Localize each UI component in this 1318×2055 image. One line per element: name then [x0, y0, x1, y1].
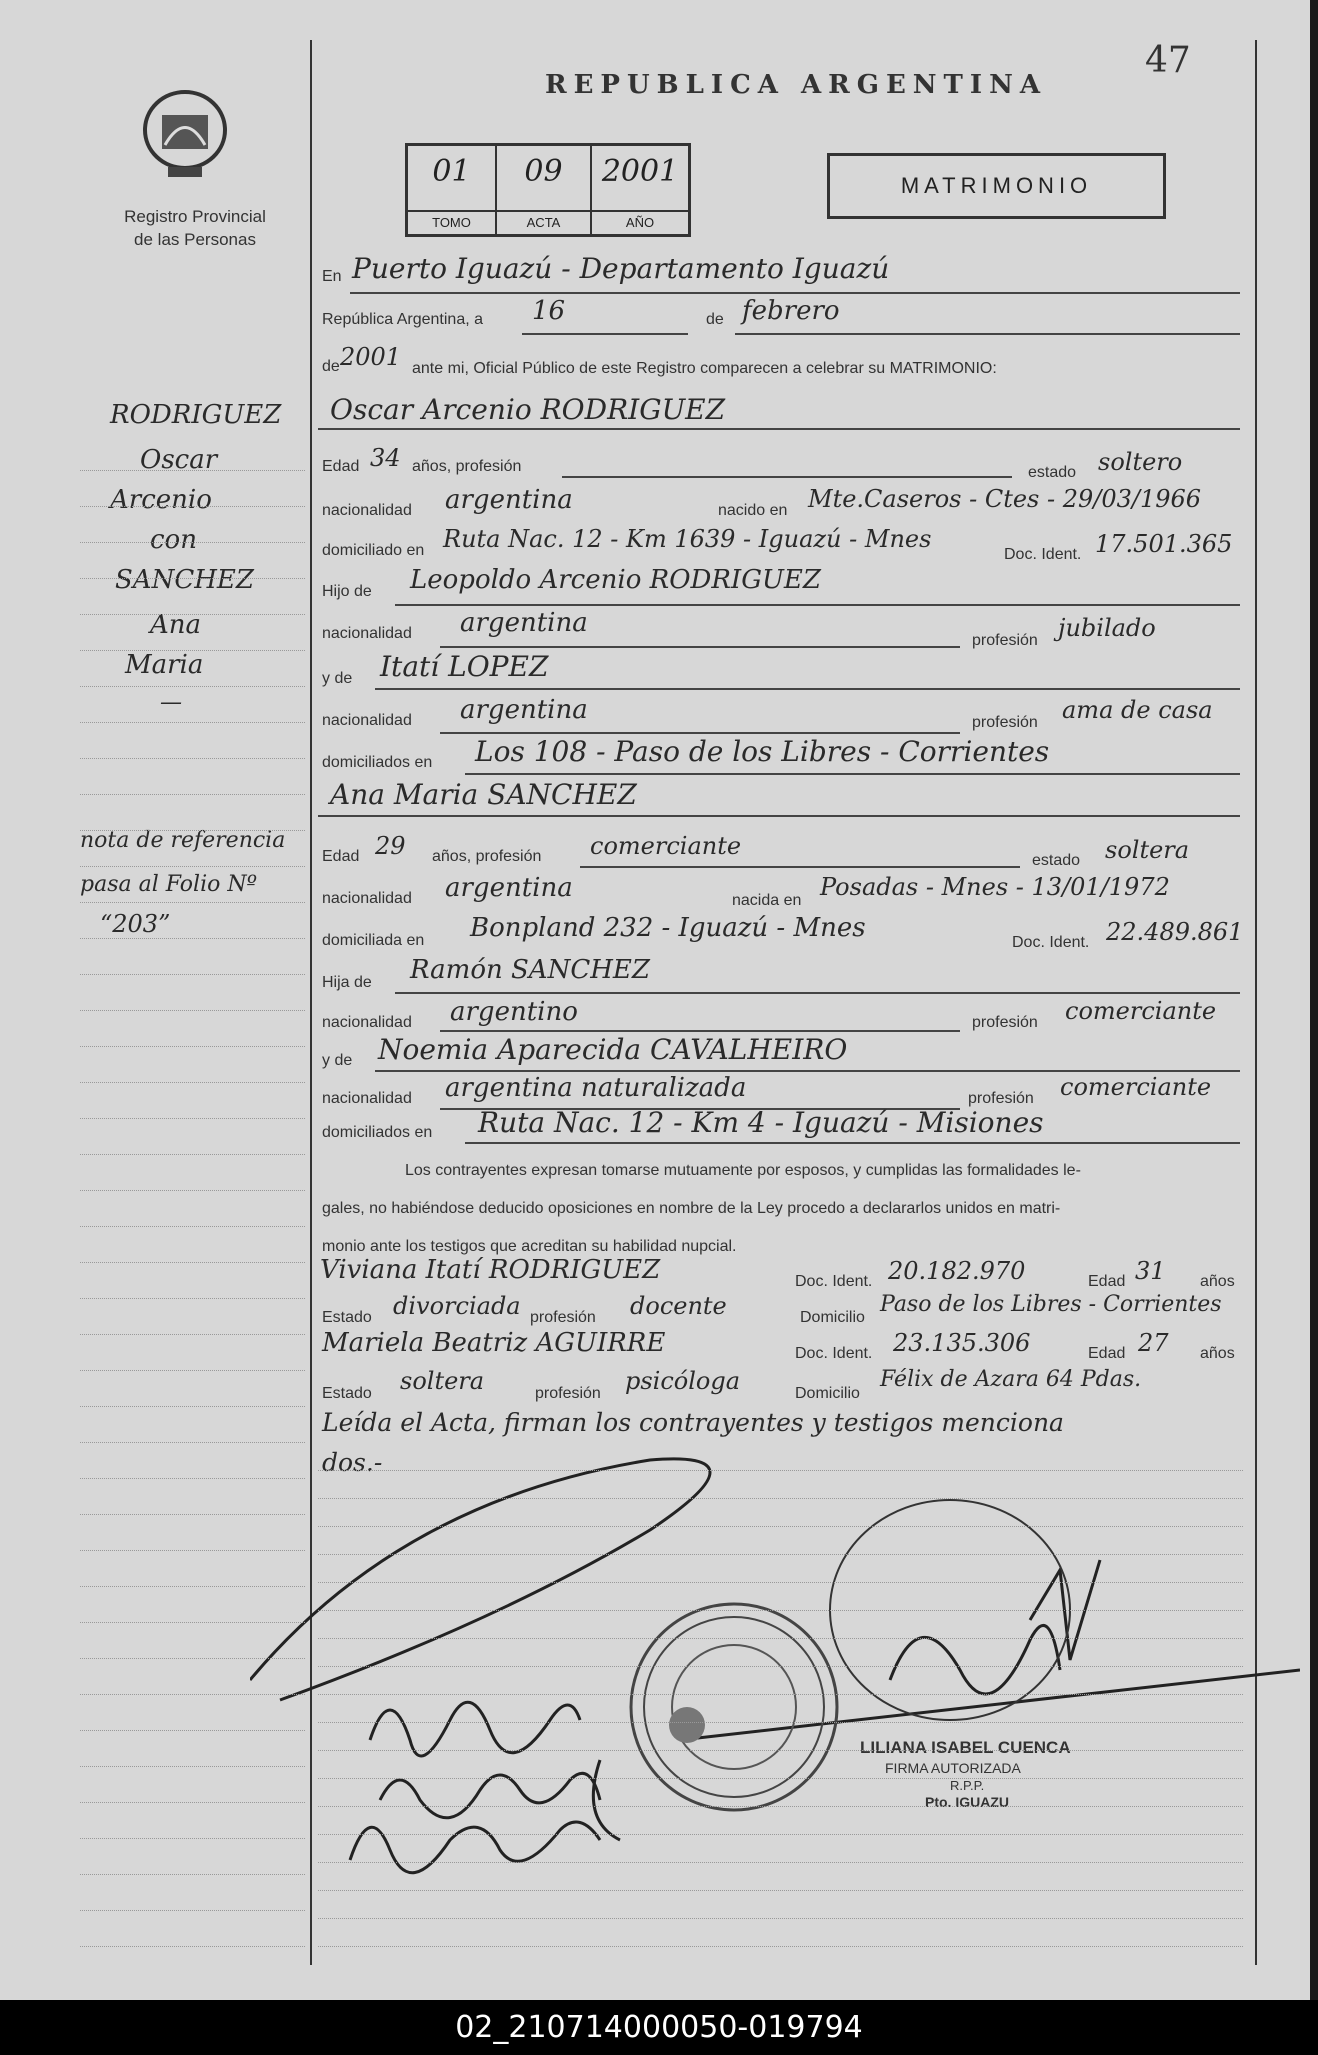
margin-line: [80, 1226, 305, 1227]
margin-line: [80, 722, 305, 723]
stamp-signer-city: Pto. IGUAZU: [925, 1794, 1009, 1810]
label-nacionalidad-3: nacionalidad: [322, 712, 412, 729]
field-c1-nacido: Mte.Caseros - Ctes - 29/03/1966: [808, 485, 1202, 513]
field-cierre-1: Leída el Acta, firman los contrayentes y testigos menciona: [322, 1408, 1064, 1437]
field-c2-edad: 29: [375, 832, 406, 860]
label-nacionalidad-1: nacionalidad: [322, 502, 412, 519]
body-line: [318, 1470, 1243, 1471]
field-c1-madre-nac: argentina: [460, 695, 588, 725]
margin-surname: RODRIGUEZ: [110, 400, 282, 430]
ano-label: AÑO: [592, 210, 688, 234]
margin-name-1: Oscar: [140, 445, 218, 475]
tomo-cell: [408, 146, 497, 234]
field-cierre-2: dos.-: [322, 1448, 383, 1477]
para-line-2: gales, no habiéndose deducido oposiciones en nombre de la Ley procedo a declararlos unidos en matri-: [322, 1200, 1061, 1217]
line-dia: [522, 333, 688, 335]
margin-name-2: Arcenio: [110, 485, 212, 515]
label-profesion-3: profesión: [972, 1014, 1038, 1031]
label-nacida-en: nacida en: [732, 892, 802, 909]
margin-line: [80, 1550, 305, 1551]
line-contrayente-1: [318, 428, 1240, 430]
margin-line: [80, 1118, 305, 1119]
margin-note-3: “203”: [100, 910, 171, 938]
field-c1-nacionalidad: argentina: [445, 485, 573, 515]
acta-cell: [497, 146, 592, 234]
body-line: [318, 1498, 1243, 1499]
round-stamp: [627, 1600, 842, 1815]
field-c2-prof: comerciante: [590, 832, 742, 860]
label-en: En: [322, 268, 342, 285]
label-doc-2: Doc. Ident.: [1012, 934, 1090, 951]
margin-dash: —: [160, 690, 182, 715]
margin-line: [80, 1658, 305, 1659]
province-seal-logo: [140, 85, 230, 185]
field-dia: 16: [532, 296, 566, 326]
label-hija-de: Hija de: [322, 974, 372, 991]
margin-line: [80, 1478, 305, 1479]
field-t1-doc: 20.182.970: [888, 1257, 1026, 1285]
registry-name: [105, 205, 285, 251]
field-c1-edad: 34: [370, 444, 401, 472]
margin-line: [80, 542, 305, 543]
field-contrayente-1: Oscar Arcenio RODRIGUEZ: [330, 393, 726, 426]
body-line: [318, 1806, 1243, 1807]
field-contrayente-2: Ana Maria SANCHEZ: [330, 778, 637, 811]
label-nacionalidad-2: nacionalidad: [322, 625, 412, 642]
field-t2-edad: 27: [1138, 1329, 1169, 1357]
margin-surname-2: SANCHEZ: [115, 565, 254, 595]
field-c1-domicilio: Ruta Nac. 12 - Km 1639 - Iguazú - Mnes: [443, 525, 932, 553]
label-edad-t2: Edad: [1088, 1345, 1126, 1362]
label-anos-t2: años: [1200, 1345, 1235, 1362]
body-line: [318, 1694, 1243, 1695]
stamp-signer-org: R.P.P.: [950, 1778, 985, 1793]
field-c2-madre-prof: comerciante: [1060, 1073, 1212, 1101]
label-de-2: de: [322, 358, 340, 375]
margin-line: [80, 758, 305, 759]
margin-line: [80, 1910, 305, 1911]
tomo-value: 01: [432, 154, 471, 189]
label-anos-t1: años: [1200, 1273, 1235, 1290]
margin-line: [80, 506, 305, 507]
field-c1-estado: soltero: [1098, 448, 1183, 476]
label-profesion-4: profesión: [968, 1090, 1034, 1107]
field-c2-domicilio: Bonpland 232 - Iguazú - Mnes: [470, 913, 866, 943]
margin-line: [80, 1334, 305, 1335]
label-edad-2: Edad: [322, 848, 360, 865]
field-c1-padre-nac: argentina: [460, 608, 588, 638]
field-c2-doc: 22.489.861: [1106, 918, 1244, 946]
field-c1-padre-prof: jubilado: [1058, 614, 1156, 642]
margin-line: [80, 1370, 305, 1371]
field-c1-madre-prof: ama de casa: [1062, 696, 1213, 724]
label-profesion-t2: profesión: [535, 1385, 601, 1402]
field-t2-dom: Félix de Azara 64 Pdas.: [880, 1367, 1142, 1392]
margin-line: [80, 686, 305, 687]
registry-box: [405, 143, 691, 237]
margin-line: [80, 1838, 305, 1839]
body-line: [318, 1610, 1243, 1611]
field-c1-padres-dom: Los 108 - Paso de los Libres - Corrientes: [475, 735, 1050, 768]
line-lugar: [350, 292, 1240, 294]
line-c1-padre: [395, 604, 1240, 606]
field-t1-edad: 31: [1135, 1257, 1166, 1285]
margin-line: [80, 1730, 305, 1731]
margin-line: [80, 1802, 305, 1803]
body-line: [318, 1638, 1243, 1639]
label-y-de-1: y de: [322, 670, 353, 687]
label-profesion-2: profesión: [972, 714, 1038, 731]
label-domiciliado-1: domiciliado en: [322, 542, 425, 559]
line-c2-madre: [375, 1070, 1240, 1072]
label-republica: República Argentina, a: [322, 311, 483, 328]
stamp-signer-role: FIRMA AUTORIZADA: [885, 1760, 1021, 1776]
margin-line: [80, 614, 305, 615]
body-line: [318, 1946, 1243, 1947]
label-domicilio-t1: Domicilio: [800, 1309, 865, 1326]
line-c2-padres-dom: [465, 1142, 1240, 1144]
country-title: REPUBLICA ARGENTINA: [545, 70, 1048, 100]
margin-line: [80, 1082, 305, 1083]
label-domiciliados-2: domiciliados en: [322, 1124, 433, 1141]
label-doc-1: Doc. Ident.: [1004, 546, 1082, 563]
line-c2-padre-nac: [440, 1030, 960, 1032]
label-anos-profesion-2: años, profesión: [432, 848, 542, 865]
margin-line: [80, 1874, 305, 1875]
label-nacionalidad-5: nacionalidad: [322, 1014, 412, 1031]
label-nacionalidad-4: nacionalidad: [322, 890, 412, 907]
line-c1-madre-nac: [440, 732, 960, 734]
stamp-signer-name: LILIANA ISABEL CUENCA: [860, 1738, 1071, 1757]
margin-line: [80, 902, 305, 903]
field-t2-doc: 23.135.306: [893, 1329, 1031, 1357]
body-line: [318, 1834, 1243, 1835]
label-domicilio-t2: Domicilio: [795, 1385, 860, 1402]
body-line: [318, 1722, 1243, 1723]
label-comparecen: ante mi, Oficial Público de este Registro comparecen a celebrar su MATRIMONIO:: [412, 360, 997, 377]
label-nacido-en: nacido en: [718, 502, 788, 519]
label-edad-1: Edad: [322, 458, 360, 475]
margin-line: [80, 866, 305, 867]
registry-line-1: Registro Provincial: [124, 207, 266, 226]
margin-con: con: [150, 525, 197, 555]
label-doc-t1: Doc. Ident.: [795, 1273, 873, 1290]
field-t1-dom: Paso de los Libres - Corrientes: [880, 1292, 1222, 1317]
label-doc-t2: Doc. Ident.: [795, 1345, 873, 1362]
field-c2-padre: Ramón SANCHEZ: [410, 955, 650, 985]
field-c2-madre: Noemia Aparecida CAVALHEIRO: [378, 1033, 848, 1066]
field-t1-estado: divorciada: [393, 1292, 521, 1320]
margin-line: [80, 1442, 305, 1443]
field-c1-doc: 17.501.365: [1095, 530, 1233, 558]
label-domiciliada: domiciliada en: [322, 932, 425, 949]
label-estado-2: estado: [1032, 852, 1081, 869]
ano-cell: [592, 146, 688, 234]
margin-line: [80, 1694, 305, 1695]
margin-line: [80, 1586, 305, 1587]
margin-line: [80, 1514, 305, 1515]
label-profesion-1: profesión: [972, 632, 1038, 649]
field-testigo-1: Viviana Itatí RODRIGUEZ: [320, 1255, 661, 1285]
label-estado-t1: Estado: [322, 1309, 372, 1326]
line-c1-madre: [375, 688, 1240, 690]
margin-line: [80, 1406, 305, 1407]
document-id-bar: 02_210714000050-019794: [0, 2000, 1318, 2055]
field-c2-nacida: Posadas - Mnes - 13/01/1972: [820, 873, 1170, 901]
acta-label: ACTA: [497, 210, 590, 234]
ano-value: 2001: [601, 154, 679, 189]
label-nacionalidad-6: nacionalidad: [322, 1090, 412, 1107]
label-domiciliados-1: domiciliados en: [322, 754, 433, 771]
para-line-1: Los contrayentes expresan tomarse mutuamente por esposos, y cumplidas las formalidades le-: [405, 1162, 1081, 1179]
field-c2-padre-nac: argentino: [450, 997, 578, 1027]
margin-line: [80, 1946, 305, 1947]
field-c1-padre: Leopoldo Arcenio RODRIGUEZ: [410, 565, 821, 595]
margin-line: [80, 830, 305, 831]
field-lugar: Puerto Iguazú - Departamento Iguazú: [352, 252, 890, 285]
body-line: [318, 1666, 1243, 1667]
act-type-box: MATRIMONIO: [827, 153, 1166, 219]
body-line: [318, 1890, 1243, 1891]
label-y-de-2: y de: [322, 1052, 353, 1069]
body-line: [318, 1862, 1243, 1863]
margin-line: [80, 974, 305, 975]
margin-line: [80, 1622, 305, 1623]
margin-line: [80, 1298, 305, 1299]
field-testigo-2: Mariela Beatriz AGUIRRE: [322, 1328, 666, 1358]
field-mes: febrero: [742, 296, 840, 326]
field-t2-prof: psicóloga: [625, 1367, 741, 1395]
body-line: [318, 1582, 1243, 1583]
body-line: [318, 1554, 1243, 1555]
margin-name-3: Ana: [150, 610, 202, 640]
margin-line: [80, 794, 305, 795]
margin-line: [80, 1766, 305, 1767]
field-c2-estado: soltera: [1105, 836, 1190, 864]
body-line: [318, 1750, 1243, 1751]
margin-line: [80, 578, 305, 579]
label-edad-t1: Edad: [1088, 1273, 1126, 1290]
margin-line: [80, 938, 305, 939]
line-c1-padres-dom: [465, 773, 1240, 775]
margin-line: [80, 1010, 305, 1011]
label-profesion-t1: profesión: [530, 1309, 596, 1326]
label-estado-t2: Estado: [322, 1385, 372, 1402]
label-estado-1: estado: [1028, 464, 1077, 481]
label-hijo-de: Hijo de: [322, 583, 372, 600]
field-ano: 2001: [340, 343, 402, 371]
margin-line: [80, 1190, 305, 1191]
line-c2-padre: [395, 992, 1240, 994]
margin-line: [80, 650, 305, 651]
acta-value: 09: [524, 154, 563, 189]
margin-line: [80, 1262, 305, 1263]
line-c2-prof: [580, 866, 1020, 868]
margin-line: [80, 470, 305, 471]
margin-line: [80, 1046, 305, 1047]
line-c1-padre-nac: [440, 646, 960, 648]
margin-note-2: pasa al Folio Nº: [80, 872, 257, 897]
body-line: [318, 1778, 1243, 1779]
line-contrayente-2: [318, 815, 1240, 817]
margin-line: [80, 1154, 305, 1155]
body-line: [318, 1918, 1243, 1919]
margin-note-1: nota de referencia: [80, 828, 286, 853]
registry-line-2: de las Personas: [134, 230, 256, 249]
field-t1-prof: docente: [630, 1292, 727, 1320]
label-de: de: [706, 311, 724, 328]
para-line-3: monio ante los testigos que acreditan su habilidad nupcial.: [322, 1238, 737, 1255]
page-number: 47: [1145, 40, 1191, 81]
margin-name-4: Maria: [125, 650, 204, 680]
field-c1-madre: Itatí LOPEZ: [380, 650, 549, 683]
body-line: [318, 1526, 1243, 1527]
field-c2-padres-dom: Ruta Nac. 12 - Km 4 - Iguazú - Misiones: [478, 1106, 1044, 1139]
tomo-label: TOMO: [408, 210, 495, 234]
field-c2-madre-nac: argentina naturalizada: [445, 1073, 747, 1103]
field-c2-nacionalidad: argentina: [445, 873, 573, 903]
line-mes: [735, 333, 1240, 335]
line-c1-prof: [562, 476, 1012, 478]
label-anos-profesion-1: años, profesión: [412, 458, 522, 475]
field-c2-padre-prof: comerciante: [1065, 997, 1217, 1025]
field-t2-estado: soltera: [400, 1367, 485, 1395]
